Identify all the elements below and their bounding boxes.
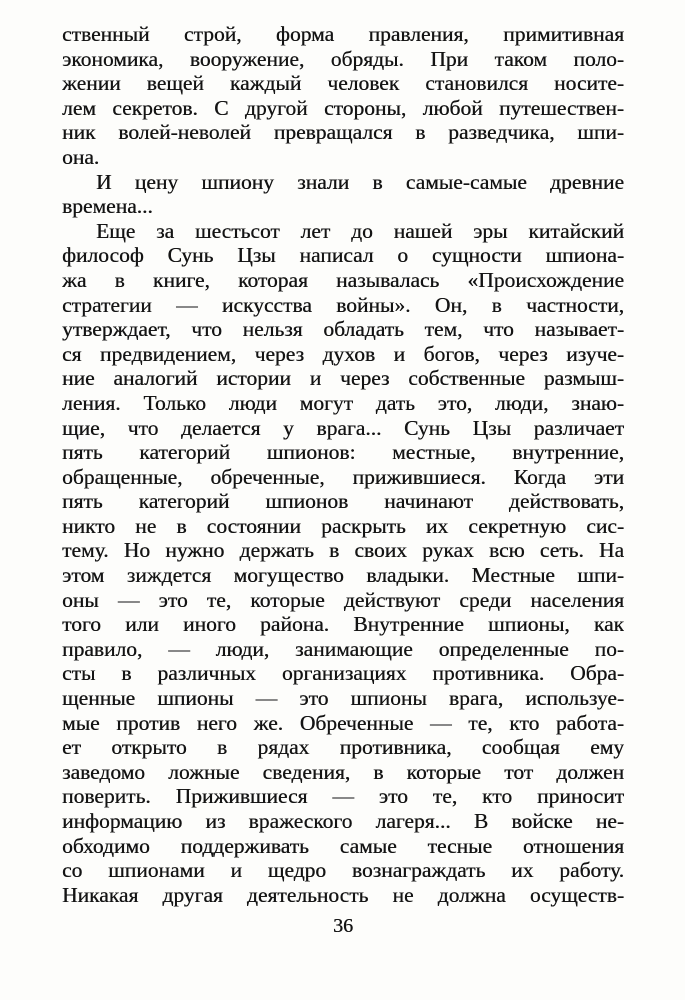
paragraph <box>62 22 624 170</box>
text-line: пять категорий шпионов начинают действовать, <box>62 489 624 514</box>
text-line: ет открыто в рядах противника, сообщая ему <box>62 735 624 760</box>
text-line: Никакая другая деятельность не должна осуществ- <box>62 882 624 907</box>
paragraph <box>62 170 624 219</box>
text-line: обходимо поддерживать самые тесные отношения <box>62 833 624 858</box>
page-text <box>62 22 624 907</box>
text-line: ние аналогий истории и через собственные размыш- <box>62 366 624 391</box>
text-line: мые против него же. Обреченные — те, кто работа- <box>62 710 624 735</box>
text-line: щенные шпионы — это шпионы врага, используе- <box>62 686 624 711</box>
text-line: И цену шпиону знали в самые-самые древние <box>96 169 624 194</box>
text-line: сты в различных организациях противника. Обра- <box>62 661 624 686</box>
paragraph <box>62 219 624 908</box>
text-line: утверждает, что нельзя обладать тем, что называет- <box>62 317 624 342</box>
text-line: того или иного района. Внутренние шпионы, как <box>62 612 624 637</box>
text-line: она. <box>62 144 100 169</box>
text-line: пять категорий шпионов: местные, внутренние, <box>62 440 624 465</box>
text-line: Еще за шестьсот лет до нашей эры китайский <box>96 218 624 243</box>
text-line: щие, что делается у врага... Сунь Цзы различает <box>62 415 624 440</box>
text-line: поверить. Прижившиеся — это те, кто приносит <box>62 784 624 809</box>
text-line: экономика, вооружение, обряды. При таком поло- <box>62 46 624 71</box>
text-line: ления. Только люди могут дать это, люди, знаю- <box>62 390 624 415</box>
text-line: времена... <box>62 194 153 219</box>
text-line: никто не в состоянии раскрыть их секретную сис- <box>62 513 624 538</box>
text-line: стратегии — искусства войны». Он, в частности, <box>62 292 624 317</box>
text-line: информацию из вражеского лагеря... В войске не- <box>62 809 624 833</box>
text-line: ник волей-неволей превращался в разведчика, шпи- <box>62 120 624 145</box>
text-line: ся предвидением, через духов и богов, через изуче- <box>62 341 624 366</box>
text-line: философ Сунь Цзы написал о сущности шпиона- <box>62 243 624 268</box>
text-line: жении вещей каждый человек становился носите- <box>62 71 624 96</box>
text-line: ственный строй, форма правления, примитивная <box>62 22 624 46</box>
text-line: оны — это те, которые действуют среди населения <box>62 587 624 612</box>
text-line: этом зиждется могущество владыки. Местные шпи- <box>62 563 624 588</box>
text-line: со шпионами и щедро вознаграждать их работу. <box>62 858 624 883</box>
text-line: заведомо ложные сведения, в которые тот должен <box>62 759 624 784</box>
text-line: правило, — люди, занимающие определенные по- <box>62 636 624 661</box>
text-line: обращенные, обреченные, прижившиеся. Когда эти <box>62 464 624 489</box>
text-line: жа в книге, которая называлась «Происхождение <box>62 267 624 292</box>
text-line: лем секретов. С другой стороны, любой путешествен- <box>62 95 624 120</box>
page-number: 36 <box>333 915 353 937</box>
text-line: тему. Но нужно держать в своих руках всю сеть. На <box>62 538 624 563</box>
